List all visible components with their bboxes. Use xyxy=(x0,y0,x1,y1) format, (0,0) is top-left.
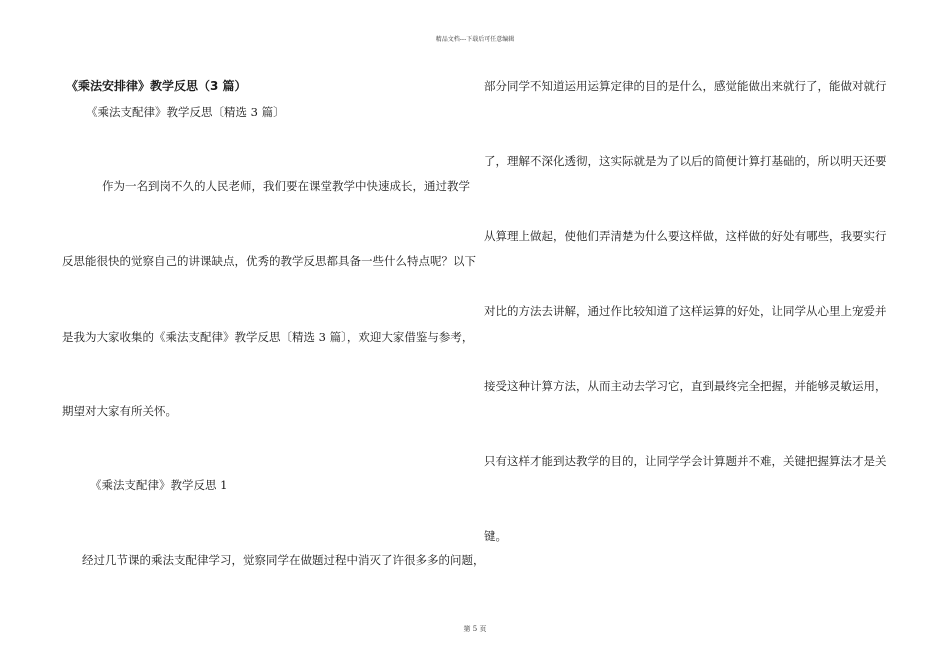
document-title: 《乘法安排律》教学反思（3 篇） xyxy=(66,79,247,93)
intro-line: 作为一名到岗不久的人民老师，我们要在课堂教学中快速成长，通过教学 xyxy=(102,179,470,193)
paragraph-line: 部分同学不知道运用运算定律的目的是什么，感觉能做出来就行了，能做对就行 xyxy=(484,79,887,93)
intro-line: 期望对大家有所关怀。 xyxy=(62,404,177,418)
paragraph-line: 了，理解不深化透彻，这实际就是为了以后的简便计算打基础的，所以明天还要 xyxy=(484,154,887,168)
paragraph-line: 键。 xyxy=(484,529,507,543)
paragraph-line: 对比的方法去讲解，通过作比较知道了这样运算的好处，让同学从心里上宠爱并 xyxy=(484,304,887,318)
document-subtitle: 《乘法支配律》教学反思〔精选 3 篇〕 xyxy=(86,105,285,119)
section-heading: 《乘法支配律》教学反思 1 xyxy=(90,478,228,492)
intro-line: 反思能很快的觉察自己的讲课缺点，优秀的教学反思都具备一些什么特点呢？以下 xyxy=(62,254,476,268)
paragraph-line: 接受这种计算方法，从而主动去学习它，直到最终完全把握，并能够灵敏运用， xyxy=(484,379,887,393)
paragraph-line: 从算理上做起，使他们弄清楚为什么要这样做，这样做的好处有哪些，我要实行 xyxy=(484,229,887,243)
intro-line: 是我为大家收集的《乘法支配律》教学反思〔精选 3 篇〕，欢迎大家借鉴与参考， xyxy=(62,330,474,344)
page-header-note: 精品文档---下载后可任意编辑 xyxy=(435,36,515,43)
page-number: 第 5 页 xyxy=(463,625,487,633)
paragraph-line: 只有这样才能到达教学的目的，让同学学会计算题并不难，关键把握算法才是关 xyxy=(484,454,887,468)
section-paragraph-line: 经过几节课的乘法支配律学习，觉察同学在做题过程中消灭了许很多多的问题， xyxy=(82,553,485,567)
